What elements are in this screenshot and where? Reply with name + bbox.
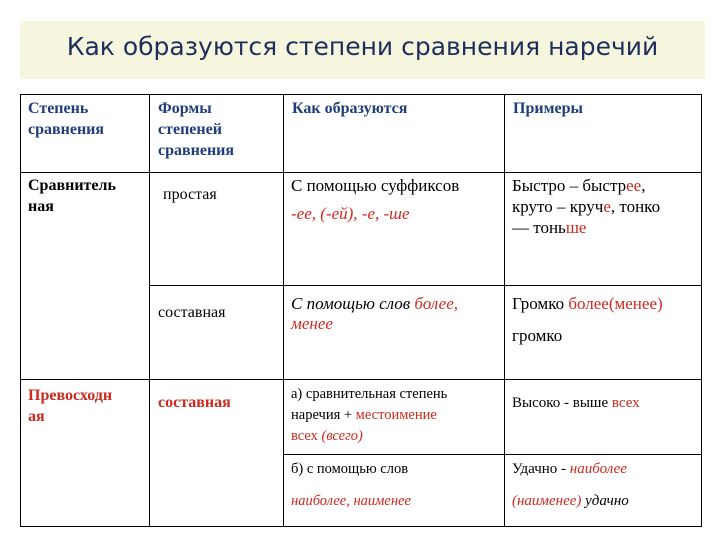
comparison-table [20,94,702,527]
header-forms-line3: сравнения [158,142,235,159]
cell-superlative-b-examples [505,455,702,527]
comparative-degree-line2: ная [28,198,54,215]
superlative-b-example-line2: (наименее) удачно [512,493,629,509]
title-bar [20,21,705,79]
cell-compound-examples [505,286,702,380]
superlative-degree-line2: ая [28,408,45,425]
cell-superlative-form [150,380,284,527]
cell-superlative-a-how [284,380,505,455]
simple-example-line3: — тоньше [512,218,587,237]
cell-superlative-degree [21,380,150,527]
header-how [284,95,505,173]
superlative-a-example: Высоко - выше всех [512,395,640,411]
cell-simple-how [284,173,505,286]
compound-example-line2: громко [512,326,563,345]
cell-simple-form [150,173,284,286]
superlative-degree-line1: Превосходн [28,387,113,404]
superlative-a-how-line2: наречия + местоимение [291,407,437,423]
page-title: Как образуются степени сравнения наречий [66,32,659,61]
header-examples-label: Примеры [513,100,583,117]
table-header-row [21,95,702,173]
header-degree-line1: Степень [28,100,89,117]
simple-form-label: простая [163,186,217,203]
compound-form-label: составная [158,304,226,321]
header-forms-line1: Формы [158,100,212,117]
header-degree [21,95,150,173]
compound-example-line1: Громко более(менее) [512,294,663,313]
superlative-b-how-line2: наиболее, наименее [291,493,411,509]
cell-simple-examples [505,173,702,286]
superlative-a-how-line3: всех (всего) [291,428,363,444]
header-forms [150,95,284,173]
simple-example-line1: Быстро – быстрее, [512,176,646,195]
header-forms-line2: степеней [158,121,222,138]
simple-example-line2: круто – круче, тонко [512,197,661,216]
row-superlative-a [21,380,702,455]
superlative-a-how-line1: а) сравнительная степень [291,386,448,402]
compound-how-line2: менее [291,314,333,333]
header-degree-line2: сравнения [28,121,105,138]
superlative-form-label: составная [158,394,231,411]
cell-compound-form [150,286,284,380]
header-how-label: Как образуются [292,100,408,117]
comparative-degree-line1: Сравнитель [28,177,116,194]
simple-how-line1: С помощью суффиксов [291,176,460,195]
row-comparative-simple [21,173,702,286]
simple-how-suffixes: -ее, (-ей), -е, -ше [291,204,410,223]
cell-comparative-degree [21,173,150,380]
compound-how-line1: С помощью слов более, [291,294,458,313]
superlative-b-example-line1: Удачно - наиболее [512,461,627,477]
cell-superlative-a-examples [505,380,702,455]
header-examples [505,95,702,173]
cell-superlative-b-how [284,455,505,527]
cell-compound-how [284,286,505,380]
superlative-b-how-line1: б) с помощью слов [291,461,409,477]
